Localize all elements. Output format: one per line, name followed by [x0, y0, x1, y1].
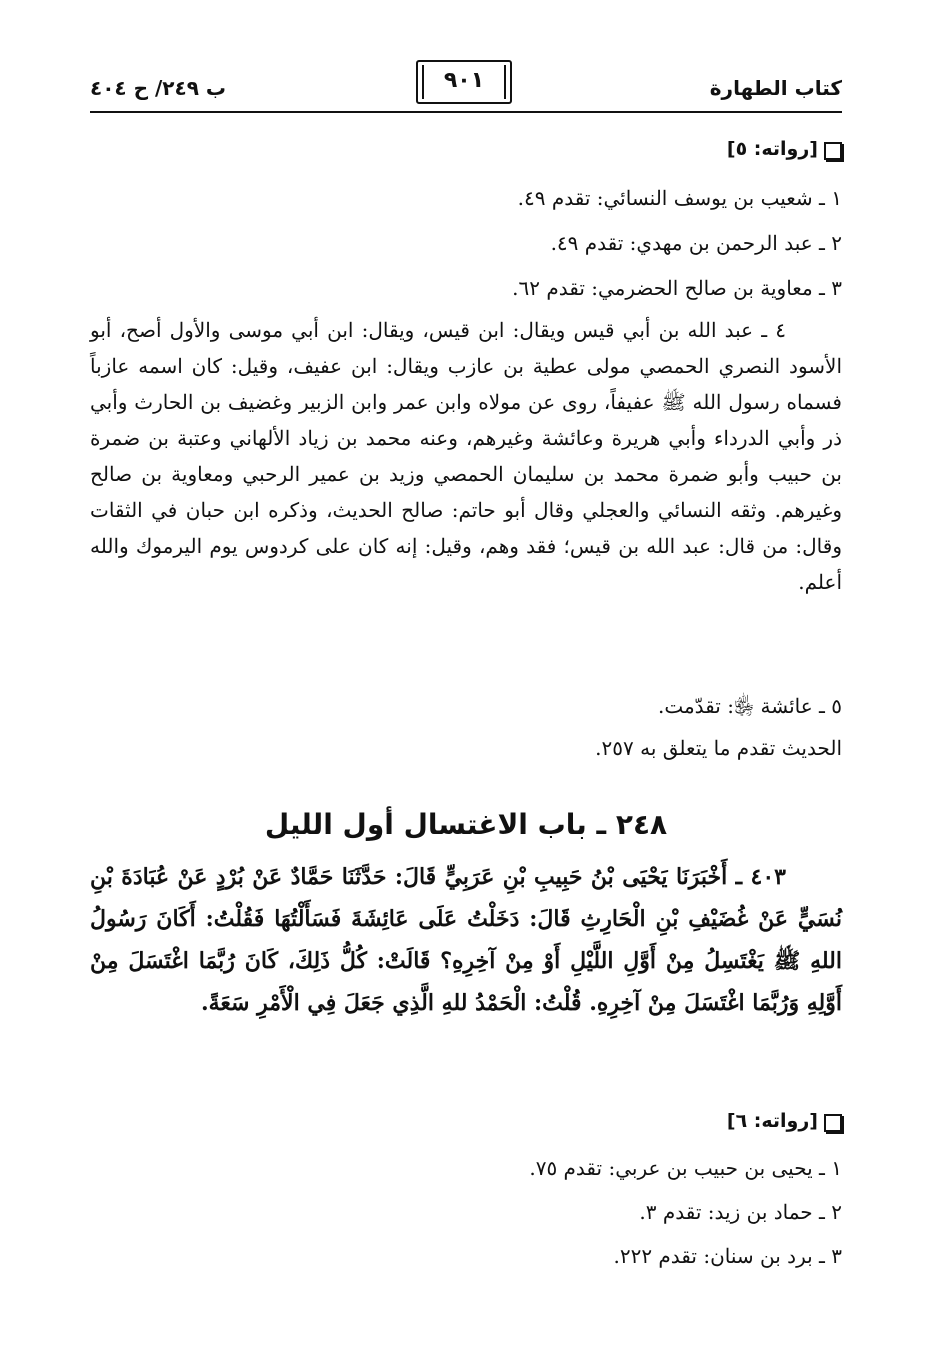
narrator-biography: ٤ ـ عبد الله بن أبي قيس ويقال: ابن قيس، ويقال: ابن أبي موسى والأول أصح، أبو الأسود النصري الحمصي مولى عطية بن عازب ويقال: ابن عفيف، وقيل: كان اسمه عازباً فسماه رسول الله ﷺ عفيفاً، روى عن مولاه وابن عمر وابن الزبير وغضيف بن الحارث وأبي ذر وأبي الدرداء وأبي هريرة وعائشة وغيرهم، وعنه محمد بن زياد الألهاني وعتبة بن ضمرة بن حبيب وأبو ضمرة محمد بن سليمان الحمصي وزيد بن عمير الرحبي ومعاوية بن صالح وغيرهم. وثقه النسائي والعجلي وقال أبو حاتم: صالح الحديث، وذكره ابن حبان في الثقات وقال: من قال: عبد الله بن قيس؛ فقد وهم، وقيل: إنه كان على كردوس يوم اليرموك والله أعلم.: [90, 318, 842, 594]
chapter-title: ٢٤٨ ـ باب الاغتسال أول الليل: [264, 808, 668, 841]
narrator-item: ٣ ـ برد بن سنان: تقدم ٢٢٢.: [613, 1244, 842, 1268]
hadith-text: ٤٠٣ ـ أَخْبَرَنَا يَحْيَى بْنُ حَبِيبِ بْنِ عَرَبِيٍّ قَالَ: حَدَّثَنَا حَمَّادٌ عَنْ بُرْدٍ عَنْ عُبَادَةَ بْنِ نُسَيٍّ عَنْ غُضَيْفِ بْنِ الْحَارِثِ قَالَ: دَخَلْتُ عَلَى عَائِشَةَ فَسَأَلْتُهَا فَقُلْتُ: أَكَانَ رَسُولُ اللهِ ﷺ يَغْتَسِلُ مِنْ أَوَّلِ اللَّيْلِ أَوْ مِنْ آخِرِهِ؟ قَالَتْ: كُلُّ ذَلِكَ، كَانَ رُبَّمَا اغْتَسَلَ مِنْ أَوَّلِهِ وَرُبَّمَا اغْتَسَلَ مِنْ آخِرِهِ. قُلْتُ: الْحَمْدُ للهِ الَّذِي جَعَلَ فِي الْأَمْرِ سَعَةً.: [90, 864, 842, 1016]
header-divider: [90, 111, 842, 113]
narrator-list-2: [90, 1150, 898, 1274]
narrator-item: ٣ ـ معاوية بن صالح الحضرمي: تقدم ٦٢.: [512, 276, 842, 300]
narrator-item: ٢ ـ حماد بن زيد: تقدم ٣.: [639, 1200, 842, 1224]
page-number: ٩٠١: [443, 68, 485, 93]
narrators-heading-2: [رواته: ٦]: [90, 1110, 842, 1132]
narrator-item: ٢ ـ عبد الرحمن بن مهدي: تقدم ٤٩.: [550, 231, 842, 255]
page-header: [90, 60, 842, 110]
book-title: كتاب الطهارة: [709, 76, 842, 100]
narrator-item: ١ ـ يحيى بن حبيب بن عربي: تقدم ٧٥.: [529, 1156, 842, 1180]
checkbox-square-icon: [824, 142, 842, 160]
page-number-frame: [416, 60, 512, 104]
checkbox-square-icon: [824, 1114, 842, 1132]
narrators-heading-1: [رواته: ٥]: [90, 138, 842, 160]
narrator-item: ١ ـ شعيب بن يوسف النسائي: تقدم ٤٩.: [517, 186, 842, 210]
hadith-note: الحديث تقدم ما يتعلق به ٢٥٧.: [595, 736, 842, 760]
chapter-hadith-reference: ب ٢٤٩/ ح ٤٠٤: [90, 76, 226, 100]
narrator-list-1: [90, 180, 898, 306]
narrator-item-aisha: ٥ ـ عائشة ﵂: تقدّمت.: [657, 694, 842, 718]
